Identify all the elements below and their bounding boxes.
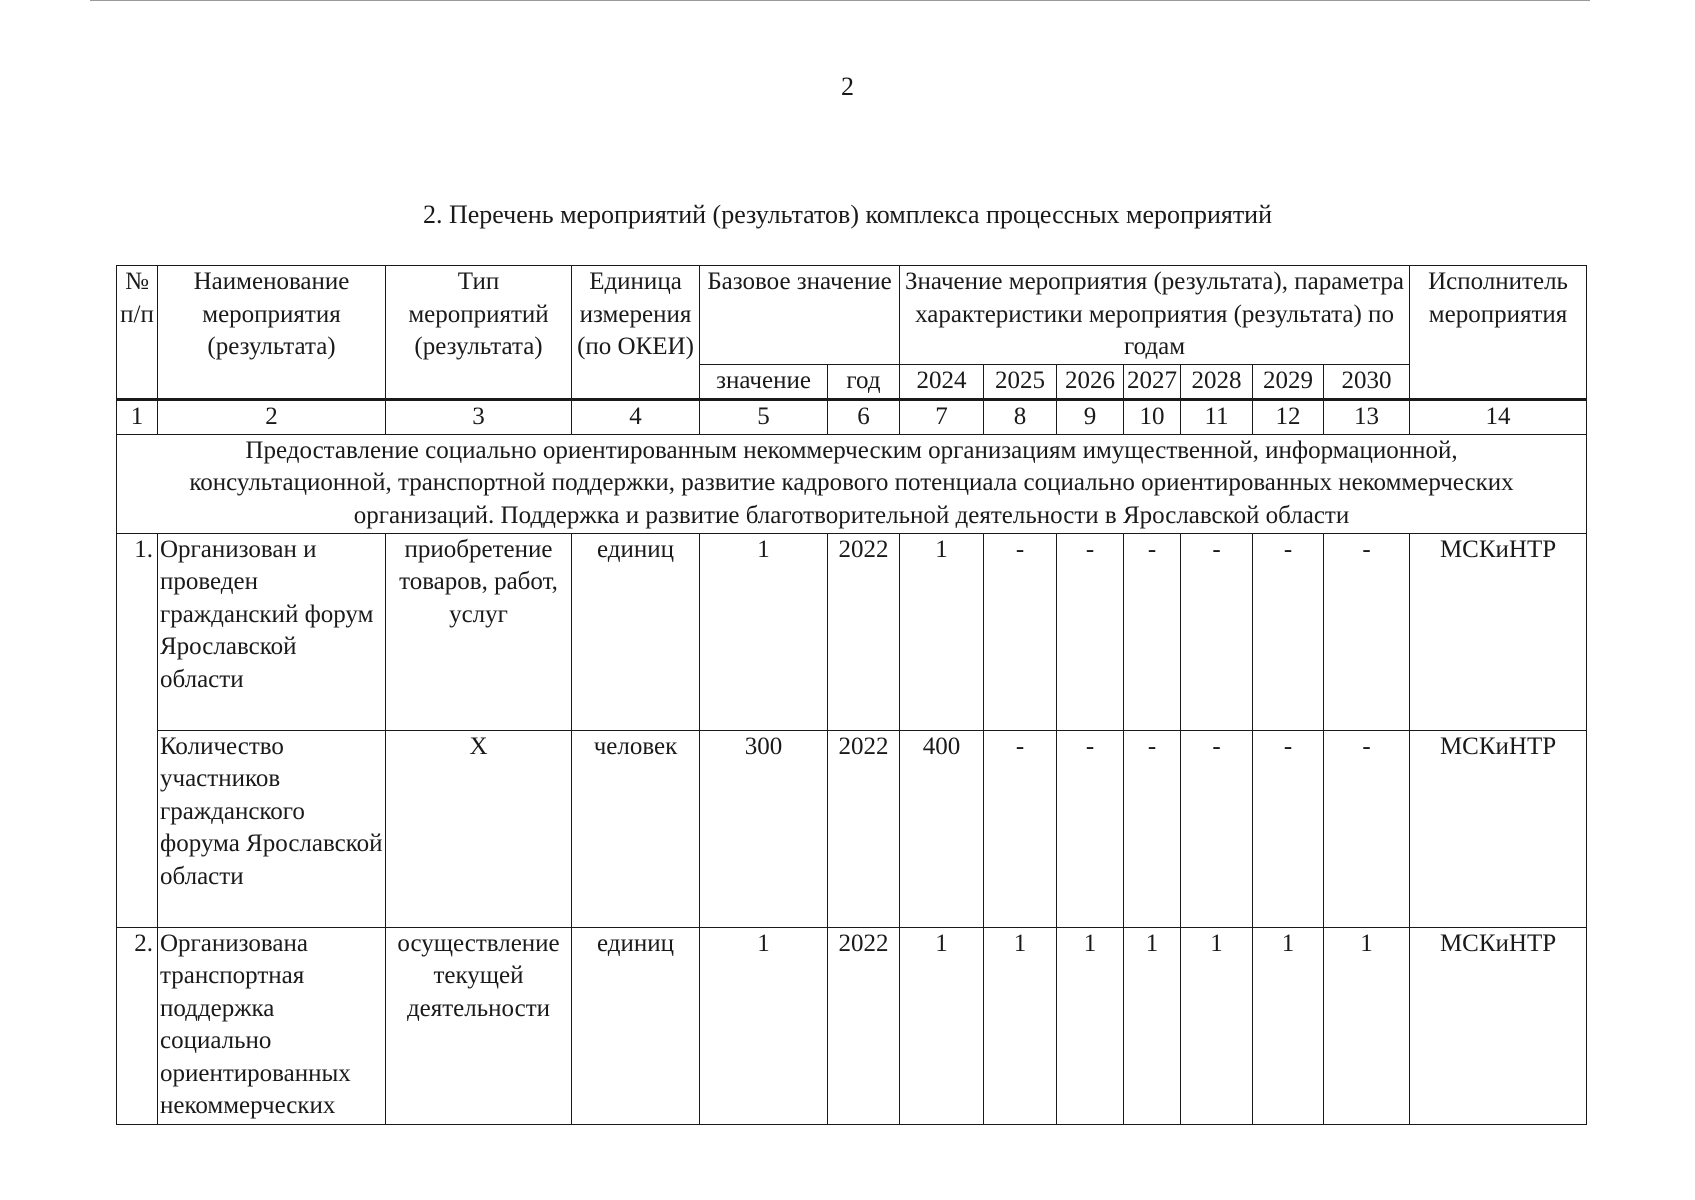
row-year-value: - (1253, 730, 1324, 927)
row-base-year: 2022 (828, 927, 900, 1124)
column-index: 13 (1324, 399, 1410, 434)
column-index: 12 (1253, 399, 1324, 434)
column-index: 7 (900, 399, 984, 434)
row-year-value: - (1324, 533, 1410, 730)
row-year-value: - (1124, 730, 1181, 927)
row-type: X (386, 730, 572, 927)
table-row (117, 730, 1587, 927)
row-year-value: - (1181, 533, 1253, 730)
header-num: № п/п (117, 266, 158, 400)
top-scan-rule (90, 0, 1590, 1)
header-base-year: год (828, 365, 900, 400)
column-index: 3 (386, 399, 572, 434)
row-year-value: 1 (1181, 927, 1253, 1124)
row-year-value: - (1181, 730, 1253, 927)
row-type: осуществление текущей деятельности (386, 927, 572, 1124)
header-name: Наименование мероприятия (результата) (158, 266, 386, 400)
table-row (117, 927, 1587, 1124)
row-unit: единиц (572, 533, 700, 730)
row-name: Организована транспортная поддержка социально ориентированных некоммерческих (158, 927, 386, 1124)
column-index: 14 (1410, 399, 1587, 434)
header-year: 2025 (984, 365, 1057, 400)
row-year-value: 1 (900, 927, 984, 1124)
column-index: 4 (572, 399, 700, 434)
section-heading: Предоставление социально ориентированным некоммерческим организациям имущественной, информационной, консультационной, транспортной поддержки, развитие кадрового потенциала социально ориентированных некоммерческих организаций. Поддержка и развитие благотворительной деятельности в Ярославской области (117, 434, 1587, 533)
row-year-value: - (1124, 533, 1181, 730)
row-base-value: 1 (700, 533, 828, 730)
header-unit: Единица измерения (по ОКЕИ) (572, 266, 700, 400)
section-title: 2. Перечень мероприятий (результатов) комплекса процессных мероприятий (422, 200, 1273, 229)
header-base-value: значение (700, 365, 828, 400)
header-row-top (117, 266, 1587, 365)
row-year-value: 1 (1253, 927, 1324, 1124)
row-year-value: - (1057, 533, 1124, 730)
row-year-value: 400 (900, 730, 984, 927)
column-index: 10 (1124, 399, 1181, 434)
header-year: 2028 (1181, 365, 1253, 400)
page-number: 2 (841, 72, 854, 101)
row-year-value: 1 (1057, 927, 1124, 1124)
column-index: 5 (700, 399, 828, 434)
header-year: 2026 (1057, 365, 1124, 400)
row-unit: человек (572, 730, 700, 927)
column-index: 8 (984, 399, 1057, 434)
row-base-year: 2022 (828, 533, 900, 730)
row-base-value: 300 (700, 730, 828, 927)
row-type: приобретение товаров, работ, услуг (386, 533, 572, 730)
row-unit: единиц (572, 927, 700, 1124)
table-row (117, 533, 1587, 730)
row-executor: МСКиНТР (1410, 730, 1587, 927)
header-year: 2027 (1124, 365, 1181, 400)
row-year-value: 1 (984, 927, 1057, 1124)
row-year-value: 1 (1324, 927, 1410, 1124)
row-year-value: 1 (1124, 927, 1181, 1124)
row-num: 2. (117, 927, 158, 1124)
row-name: Количество участников гражданского форума Ярославской области (158, 730, 386, 927)
column-index: 9 (1057, 399, 1124, 434)
row-executor: МСКиНТР (1410, 927, 1587, 1124)
column-index: 2 (158, 399, 386, 434)
column-index: 1 (117, 399, 158, 434)
column-index: 11 (1181, 399, 1253, 434)
measures-table (116, 265, 1587, 1125)
header-base: Базовое значение (700, 266, 900, 365)
header-values-group: Значение мероприятия (результата), параметра характеристики мероприятия (результата) по годам (900, 266, 1410, 365)
header-year: 2029 (1253, 365, 1324, 400)
row-base-year: 2022 (828, 730, 900, 927)
header-year: 2030 (1324, 365, 1410, 400)
row-year-value: - (984, 730, 1057, 927)
row-base-value: 1 (700, 927, 828, 1124)
header-executor: Исполнитель мероприятия (1410, 266, 1587, 400)
header-type: Тип мероприятий (результата) (386, 266, 572, 400)
header-year: 2024 (900, 365, 984, 400)
row-num: 1. (117, 533, 158, 927)
row-year-value: - (1057, 730, 1124, 927)
section-row (117, 434, 1587, 533)
row-name: Организован и проведен гражданский форум Ярославской области (158, 533, 386, 730)
column-index-row (117, 399, 1587, 434)
row-year-value: - (1253, 533, 1324, 730)
row-year-value: - (1324, 730, 1410, 927)
row-year-value: 1 (900, 533, 984, 730)
row-executor: МСКиНТР (1410, 533, 1587, 730)
column-index: 6 (828, 399, 900, 434)
row-year-value: - (984, 533, 1057, 730)
